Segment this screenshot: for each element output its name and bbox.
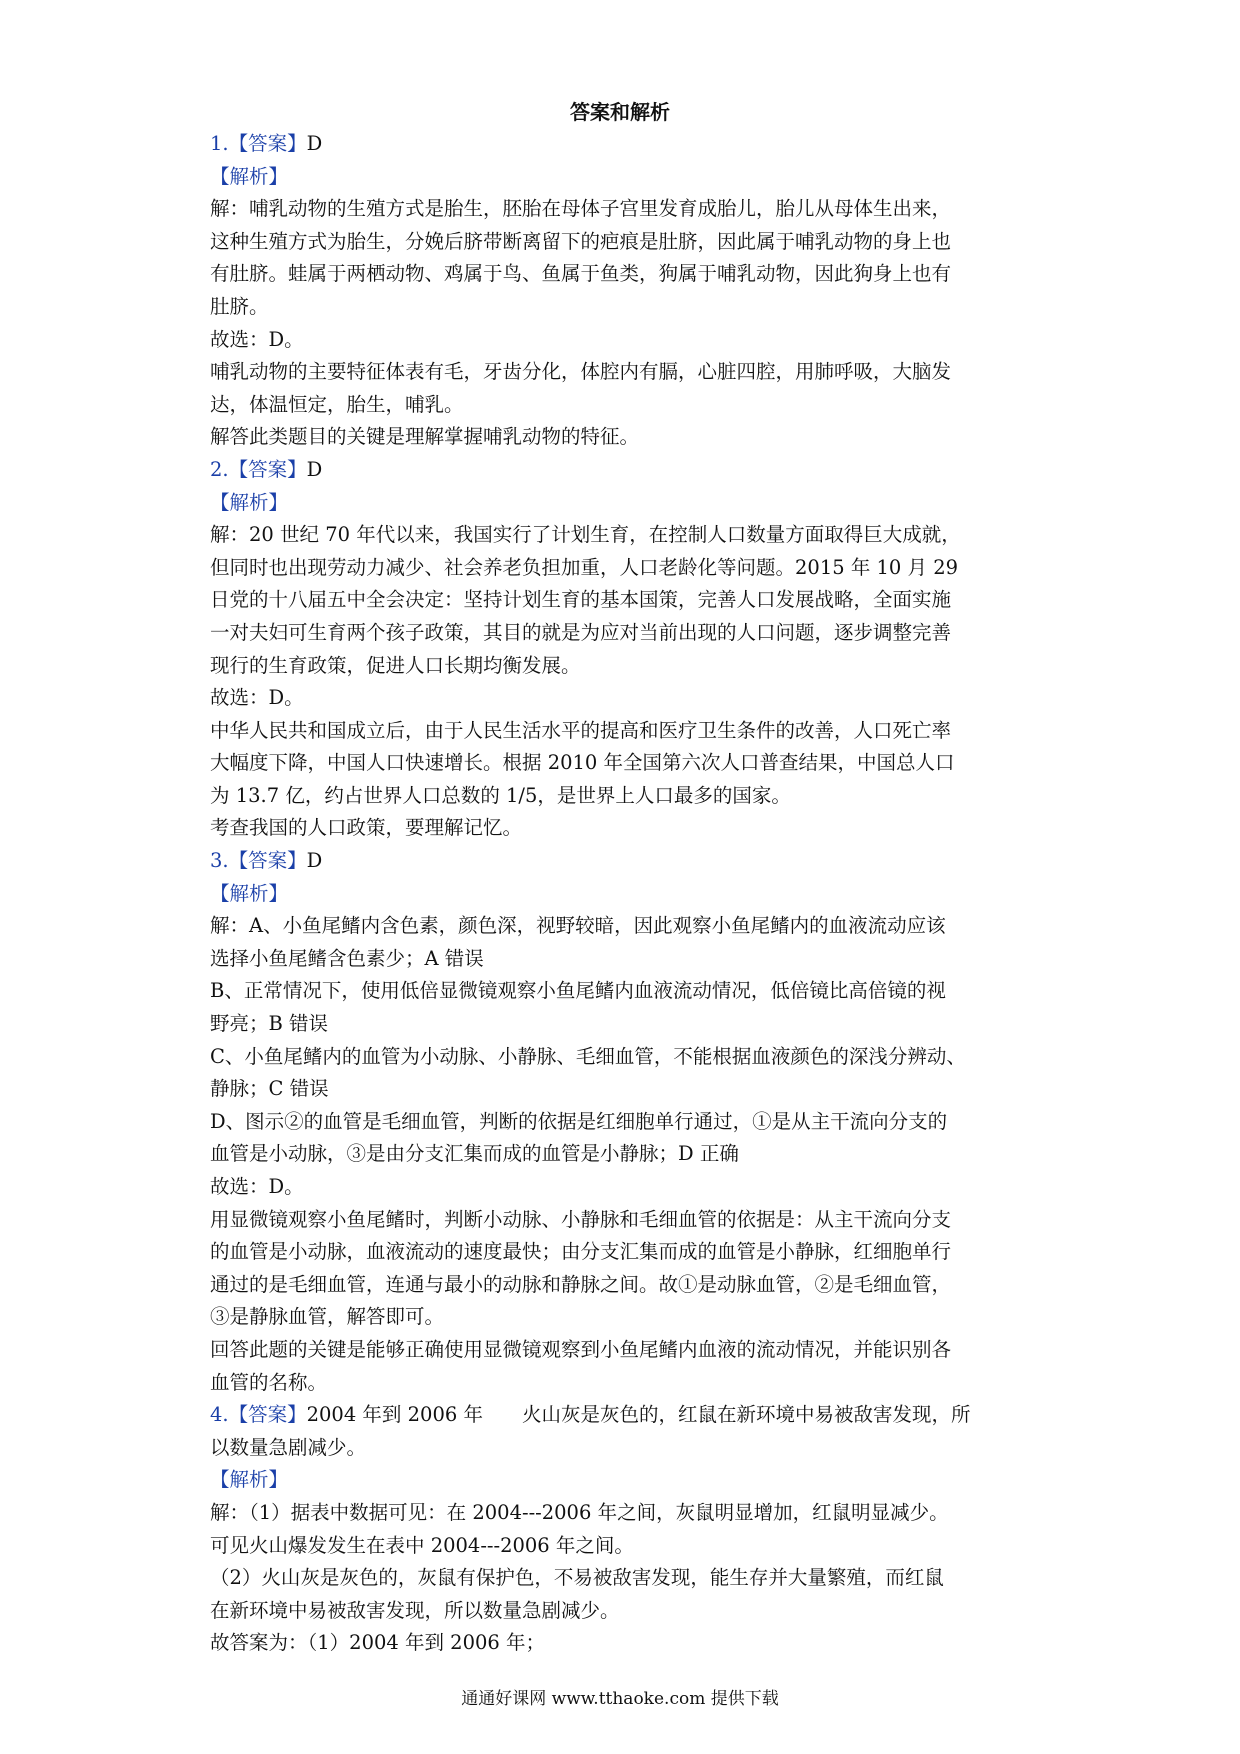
line-text: D、图示②的血管是毛细血管，判断的依据是红细胞单行通过，①是从主干流向分支的 (210, 1109, 948, 1133)
analysis-label: 【解析】 (210, 881, 289, 905)
page-footer: 通通好课网 www.tthaoke.com 提供下载 (461, 1689, 779, 1709)
text-line (210, 552, 1040, 585)
text-line (210, 291, 1040, 324)
analysis-label: 【解析】 (210, 490, 289, 514)
line-text: 有肚脐。蛙属于两栖动物、鸡属于鸟、鱼属于鱼类，狗属于哺乳动物，因此狗身上也有 (210, 262, 952, 286)
text-line (210, 1138, 1040, 1171)
line-text: 2004 年到 2006 年 火山灰是灰色的，红鼠在新环境中易被敌害发现，所 (306, 1403, 971, 1427)
analysis-label: 【解析】 (210, 164, 289, 188)
line-text: 肚脐。 (210, 294, 269, 318)
line-text: 大幅度下降，中国人口快速增长。根据 2010 年全国第六次人口普查结果，中国总人口 (210, 751, 955, 775)
text-line (210, 1367, 1040, 1400)
text-line (210, 128, 1040, 161)
text-line (210, 943, 1040, 976)
line-text: C、小鱼尾鳍内的血管为小动脉、小静脉、毛细血管，不能根据血液颜色的深浅分辨动、 (210, 1044, 966, 1068)
line-text: 达，体温恒定，胎生，哺乳。 (210, 392, 464, 416)
text-line (210, 193, 1040, 226)
text-line (210, 584, 1040, 617)
line-text: 一对夫妇可生育两个孩子政策，其目的就是为应对当前出现的人口问题，逐步调整完善 (210, 620, 952, 644)
text-line (210, 454, 1040, 487)
text-line (210, 1269, 1040, 1302)
text-line (210, 682, 1040, 715)
answer-label: 4.【答案】 (210, 1403, 307, 1427)
text-line (210, 1562, 1040, 1595)
text-line (210, 747, 1040, 780)
text-line (210, 1432, 1040, 1465)
text-line (210, 780, 1040, 813)
answer-label: 2.【答案】 (210, 457, 307, 481)
answer-label: 1.【答案】 (210, 132, 307, 155)
text-line (210, 1073, 1040, 1106)
line-text: B、正常情况下，使用低倍显微镜观察小鱼尾鳍内血液流动情况，低倍镜比高倍镜的视 (210, 979, 946, 1003)
line-text: 解答此类题目的关键是理解掌握哺乳动物的特征。 (210, 425, 640, 449)
text-line (210, 1204, 1040, 1237)
text-line (210, 910, 1040, 943)
text-line (210, 1497, 1040, 1530)
line-text: 在新环境中易被敌害发现，所以数量急剧减少。 (210, 1598, 620, 1622)
line-text: D (306, 457, 323, 481)
text-line (210, 1106, 1040, 1139)
text-line (210, 1301, 1040, 1334)
text-line (210, 715, 1040, 748)
text-line (210, 226, 1040, 259)
line-text: 故答案为：（1）2004 年到 2006 年； (210, 1631, 546, 1655)
text-line (210, 1595, 1040, 1628)
text-line (210, 161, 1040, 194)
line-text: 静脉；C 错误 (210, 1077, 329, 1101)
text-line (210, 1008, 1040, 1041)
line-text: 哺乳动物的主要特征体表有毛，牙齿分化，体腔内有膈，心脏四腔，用肺呼吸，大脑发 (210, 360, 952, 384)
line-text: 为 13.7 亿，约占世界人口总数的 1/5，是世界上人口最多的国家。 (210, 783, 791, 807)
line-text: 解：（1）据表中数据可见：在 2004---2006 年之间，灰鼠明显增加，红鼠明显减少。 (210, 1500, 949, 1524)
text-line (210, 324, 1040, 357)
line-text: 故选：D。 (210, 686, 304, 710)
text-line (210, 356, 1040, 389)
line-text: 解：哺乳动物的生殖方式是胎生，胚胎在母体子宫里发育成胎儿，胎儿从母体生出来， (210, 197, 952, 221)
text-line (210, 1464, 1040, 1497)
line-text: 血管的名称。 (210, 1370, 328, 1394)
line-text: 通过的是毛细血管，连通与最小的动脉和静脉之间。故①是动脉血管，②是毛细血管， (210, 1272, 952, 1296)
line-text: 血管是小动脉，③是由分支汇集而成的血管是小静脉；D 正确 (210, 1142, 739, 1166)
text-line (210, 617, 1040, 650)
line-text: 的血管是小动脉，血液流动的速度最快；由分支汇集而成的血管是小静脉，红细胞单行 (210, 1240, 952, 1264)
answer-label: 3.【答案】 (210, 849, 307, 873)
line-text: 回答此题的关键是能够正确使用显微镜观察到小鱼尾鳍内血液的流动情况，并能识别各 (210, 1337, 952, 1361)
text-line (210, 975, 1040, 1008)
line-text: 现行的生育政策，促进人口长期均衡发展。 (210, 653, 581, 677)
page-title: 答案和解析 (570, 100, 670, 124)
line-text: 用显微镜观察小鱼尾鳍时，判断小动脉、小静脉和毛细血管的依据是：从主干流向分支 (210, 1207, 952, 1231)
text-line (210, 258, 1040, 291)
line-text: 这种生殖方式为胎生，分娩后脐带断离留下的疤痕是肚脐，因此属于哺乳动物的身上也 (210, 229, 952, 253)
text-line (210, 878, 1040, 911)
text-line (210, 389, 1040, 422)
text-line (210, 1041, 1040, 1074)
line-text: 可见火山爆发发生在表中 2004---2006 年之间。 (210, 1533, 634, 1557)
line-text: 解：A、小鱼尾鳍内含色素，颜色深，视野较暗，因此观察小鱼尾鳍内的血液流动应该 (210, 914, 946, 938)
line-text: 考查我国的人口政策，要理解记忆。 (210, 816, 523, 840)
line-text: 选择小鱼尾鳍含色素少；A 错误 (210, 946, 484, 970)
text-line (210, 845, 1040, 878)
line-text: 解：20 世纪 70 年代以来，我国实行了计划生育，在控制人口数量方面取得巨大成就， (210, 523, 961, 547)
text-line (210, 650, 1040, 683)
line-text: 故选：D。 (210, 1175, 304, 1198)
text-line (210, 1236, 1040, 1269)
text-line (210, 1399, 1040, 1432)
line-text: （2）火山灰是灰色的，灰鼠有保护色，不易被敌害发现，能生存并大量繁殖，而红鼠 (210, 1566, 944, 1590)
line-text: D (306, 132, 323, 155)
text-line (210, 812, 1040, 845)
line-text: 日党的十八届五中全会决定：坚持计划生育的基本国策，完善人口发展战略，全面实施 (210, 588, 952, 612)
line-text: 但同时也出现劳动力减少、社会养老负担加重，人口老龄化等问题。2015 年 10 月 29 (210, 555, 959, 579)
line-text: 中华人民共和国成立后，由于人民生活水平的提高和医疗卫生条件的改善，人口死亡率 (210, 718, 952, 742)
text-line (210, 1627, 1040, 1660)
line-text: 故选：D。 (210, 327, 304, 351)
analysis-label: 【解析】 (210, 1468, 289, 1492)
line-text: 以数量急剧减少。 (210, 1435, 367, 1459)
text-line (210, 1530, 1040, 1563)
text-line (210, 1334, 1040, 1367)
text-line (210, 421, 1040, 454)
line-text: D (306, 849, 323, 873)
answer-content (210, 128, 1040, 1660)
line-text: 野亮；B 错误 (210, 1012, 329, 1036)
text-line (210, 519, 1040, 552)
text-line (210, 487, 1040, 520)
line-text: ③是静脉血管，解答即可。 (210, 1305, 445, 1329)
text-line (210, 1171, 1040, 1204)
